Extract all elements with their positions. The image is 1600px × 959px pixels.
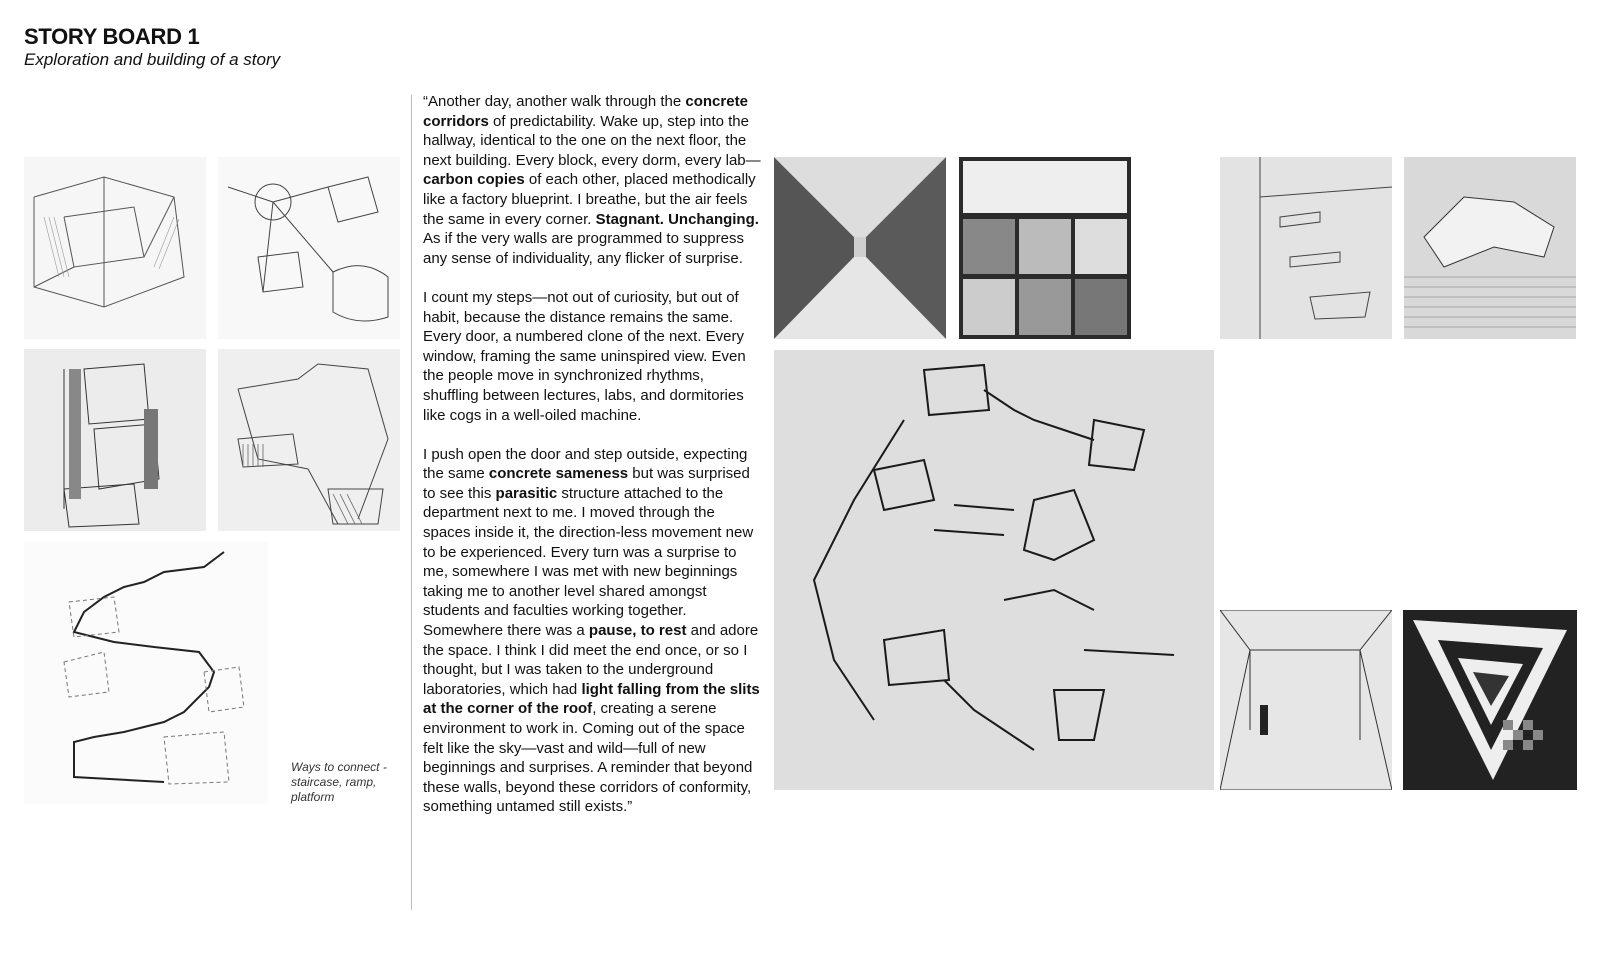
story-paragraph: [423, 445, 763, 817]
sketch-caption: Ways to connect -staircase, ramp, platform: [291, 760, 387, 804]
story-text-run: I count my steps—not out of curiosity, but out of habit, because the distance remains the same. Every door, a numbered clone of the next. Every window, framing the same uninspired view. Even the people move in synchronized rhythms, shuffling between lectures, labs, and dormitories like cogs in a well-oiled machine.: [423, 288, 746, 424]
drawing-corridor-perspective: [774, 157, 946, 339]
column-divider: [411, 95, 412, 910]
story-text: [423, 92, 763, 837]
story-emphasis: carbon copies: [423, 171, 525, 189]
sketch-connections: [24, 542, 268, 804]
story-emphasis: concrete sameness: [488, 465, 629, 483]
story-text-run: “Another day, another walk through the: [423, 93, 686, 110]
story-paragraph: [423, 288, 763, 425]
drawing-interior-shelves: [1220, 157, 1392, 339]
page-subtitle: Exploration and building of a story: [24, 50, 281, 69]
drawing-floating-forms: [1404, 157, 1576, 339]
story-text-run: As if the very walls are programmed to suppress any sense of individuality, any flicker of surprise.: [423, 230, 744, 267]
story-paragraph: [423, 92, 763, 268]
page-title: STORY BOARD 1: [24, 24, 200, 49]
sketch-geometric-volumes: [218, 157, 400, 339]
drawing-parasitic-structure: [774, 350, 1214, 790]
drawing-spiral-checker: [1403, 610, 1577, 790]
story-text-run: structure attached to the department next to me. I moved through the spaces inside it, the direction-less movement new to be experienced. Every turn was a surprise to me, somewhere I was met with new beginnings taking me to another level shared amongst students and faculties working together. Somewhere there was a: [423, 484, 754, 640]
story-emphasis: Stagnant. Unchanging.: [595, 210, 759, 228]
story-text-run: and adore the space. I think I did meet the end once, or so I thought, but I was taken to the underground laboratories, which had: [423, 622, 759, 698]
story-text-run: of each other, placed methodically like a factory blueprint. I breathe, but the air feels the same in every corner.: [423, 171, 756, 228]
story-emphasis: concrete corridors: [423, 93, 748, 130]
story-text-run: , creating a serene environment to work in. Coming out of the space felt like the sky—vast and wild—full of new beginnings and surprises. A reminder that beyond these walls, beyond these corridors of conformity, something untamed still exists.”: [423, 700, 753, 816]
story-emphasis: parasitic: [495, 484, 558, 502]
drawing-room-figure: [1220, 610, 1392, 790]
story-emphasis: pause, to rest: [588, 622, 687, 640]
sketch-broken-planes: [218, 349, 400, 531]
story-text-run: I push open the door and step outside, expecting the same: [423, 445, 748, 483]
sketch-folded-planes: [24, 157, 206, 339]
story-text-run: of predictability. Wake up, step into the hallway, identical to the one on the next floor, the next building. Every block, every dorm, every lab—: [423, 112, 761, 169]
sketch-stacked-rooms: [24, 349, 206, 531]
story-emphasis: light falling from the slits at the corner of the roof: [423, 680, 760, 718]
story-text-run: but was surprised to see this: [423, 465, 750, 502]
drawing-storyboard-grid: [959, 157, 1131, 339]
